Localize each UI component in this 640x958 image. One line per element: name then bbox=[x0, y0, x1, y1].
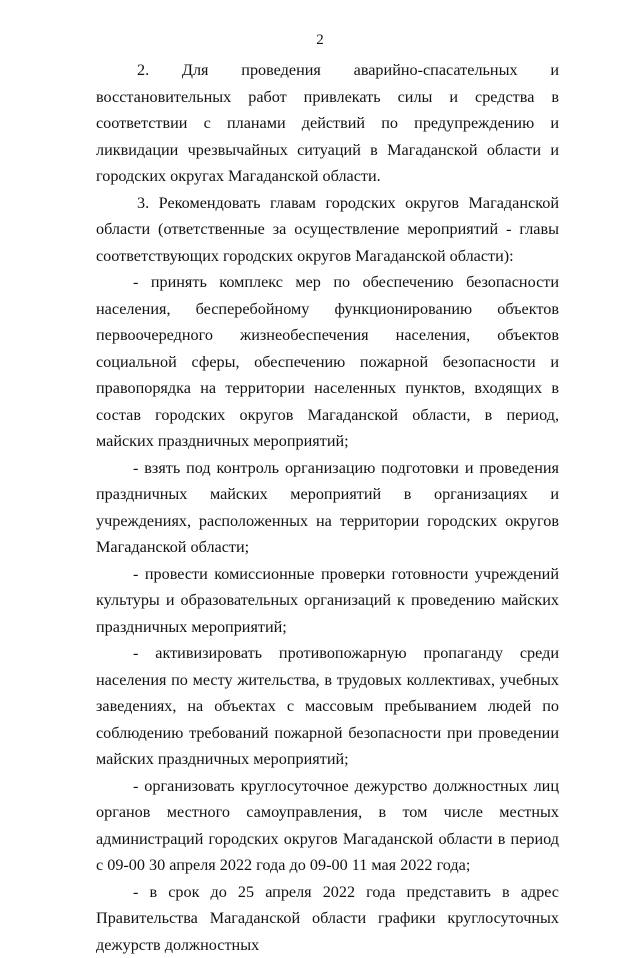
bullet-safety-measures: - принять комплекс мер по обеспечению безопасности населения, бесперебойному функционированию объектов первоочередного жизнеобеспечения населения, объектов социальной сферы, обеспечению пожарной безопасности и правопорядка на территории населенных пунктов, входящих в состав городских округов Магаданской области, в период, майских праздничных мероприятий; bbox=[96, 269, 559, 455]
bullet-inspections: - провести комиссионные проверки готовности учреждений культуры и образовательных организаций к проведению майских праздничных мероприятий; bbox=[96, 561, 559, 641]
bullet-control-preparation: - взять под контроль организацию подготовки и проведения праздничных майских мероприятий в организациях и учреждениях, расположенных на территории городских округов Магаданской области; bbox=[96, 455, 559, 561]
bullet-round-the-clock-duty: - организовать круглосуточное дежурство должностных лиц органов местного самоуправления, в том числе местных администраций городских округов Магаданской области в период с 09-00 30 апреля 2022 года до 09-00 11 мая 2022 года; bbox=[96, 773, 559, 879]
bullet-fire-propaganda: - активизировать противопожарную пропаганду среди населения по месту жительства, в трудовых коллективах, учебных заведениях, на объектах с массовым пребыванием людей по соблюдению требований пожарной безопасности при проведении майских праздничных мероприятий; bbox=[96, 640, 559, 773]
bullet-duty-schedules: - в срок до 25 апреля 2022 года представить в адрес Правительства Магаданской области графики круглосуточных дежурств должностных bbox=[96, 879, 559, 958]
paragraph-item-3: 3. Рекомендовать главам городских округов Магаданской области (ответственные за осуществление мероприятий - главы соответствующих городских округов Магаданской области): bbox=[96, 190, 559, 270]
page-number: 2 bbox=[0, 32, 640, 49]
paragraph-item-2: 2. Для проведения аварийно-спасательных и восстановительных работ привлекать силы и средства в соответствии с планами действий по предупреждению и ликвидации чрезвычайных ситуаций в Магаданской области и городских округах Магаданской области. bbox=[96, 57, 559, 190]
document-body bbox=[96, 57, 559, 958]
